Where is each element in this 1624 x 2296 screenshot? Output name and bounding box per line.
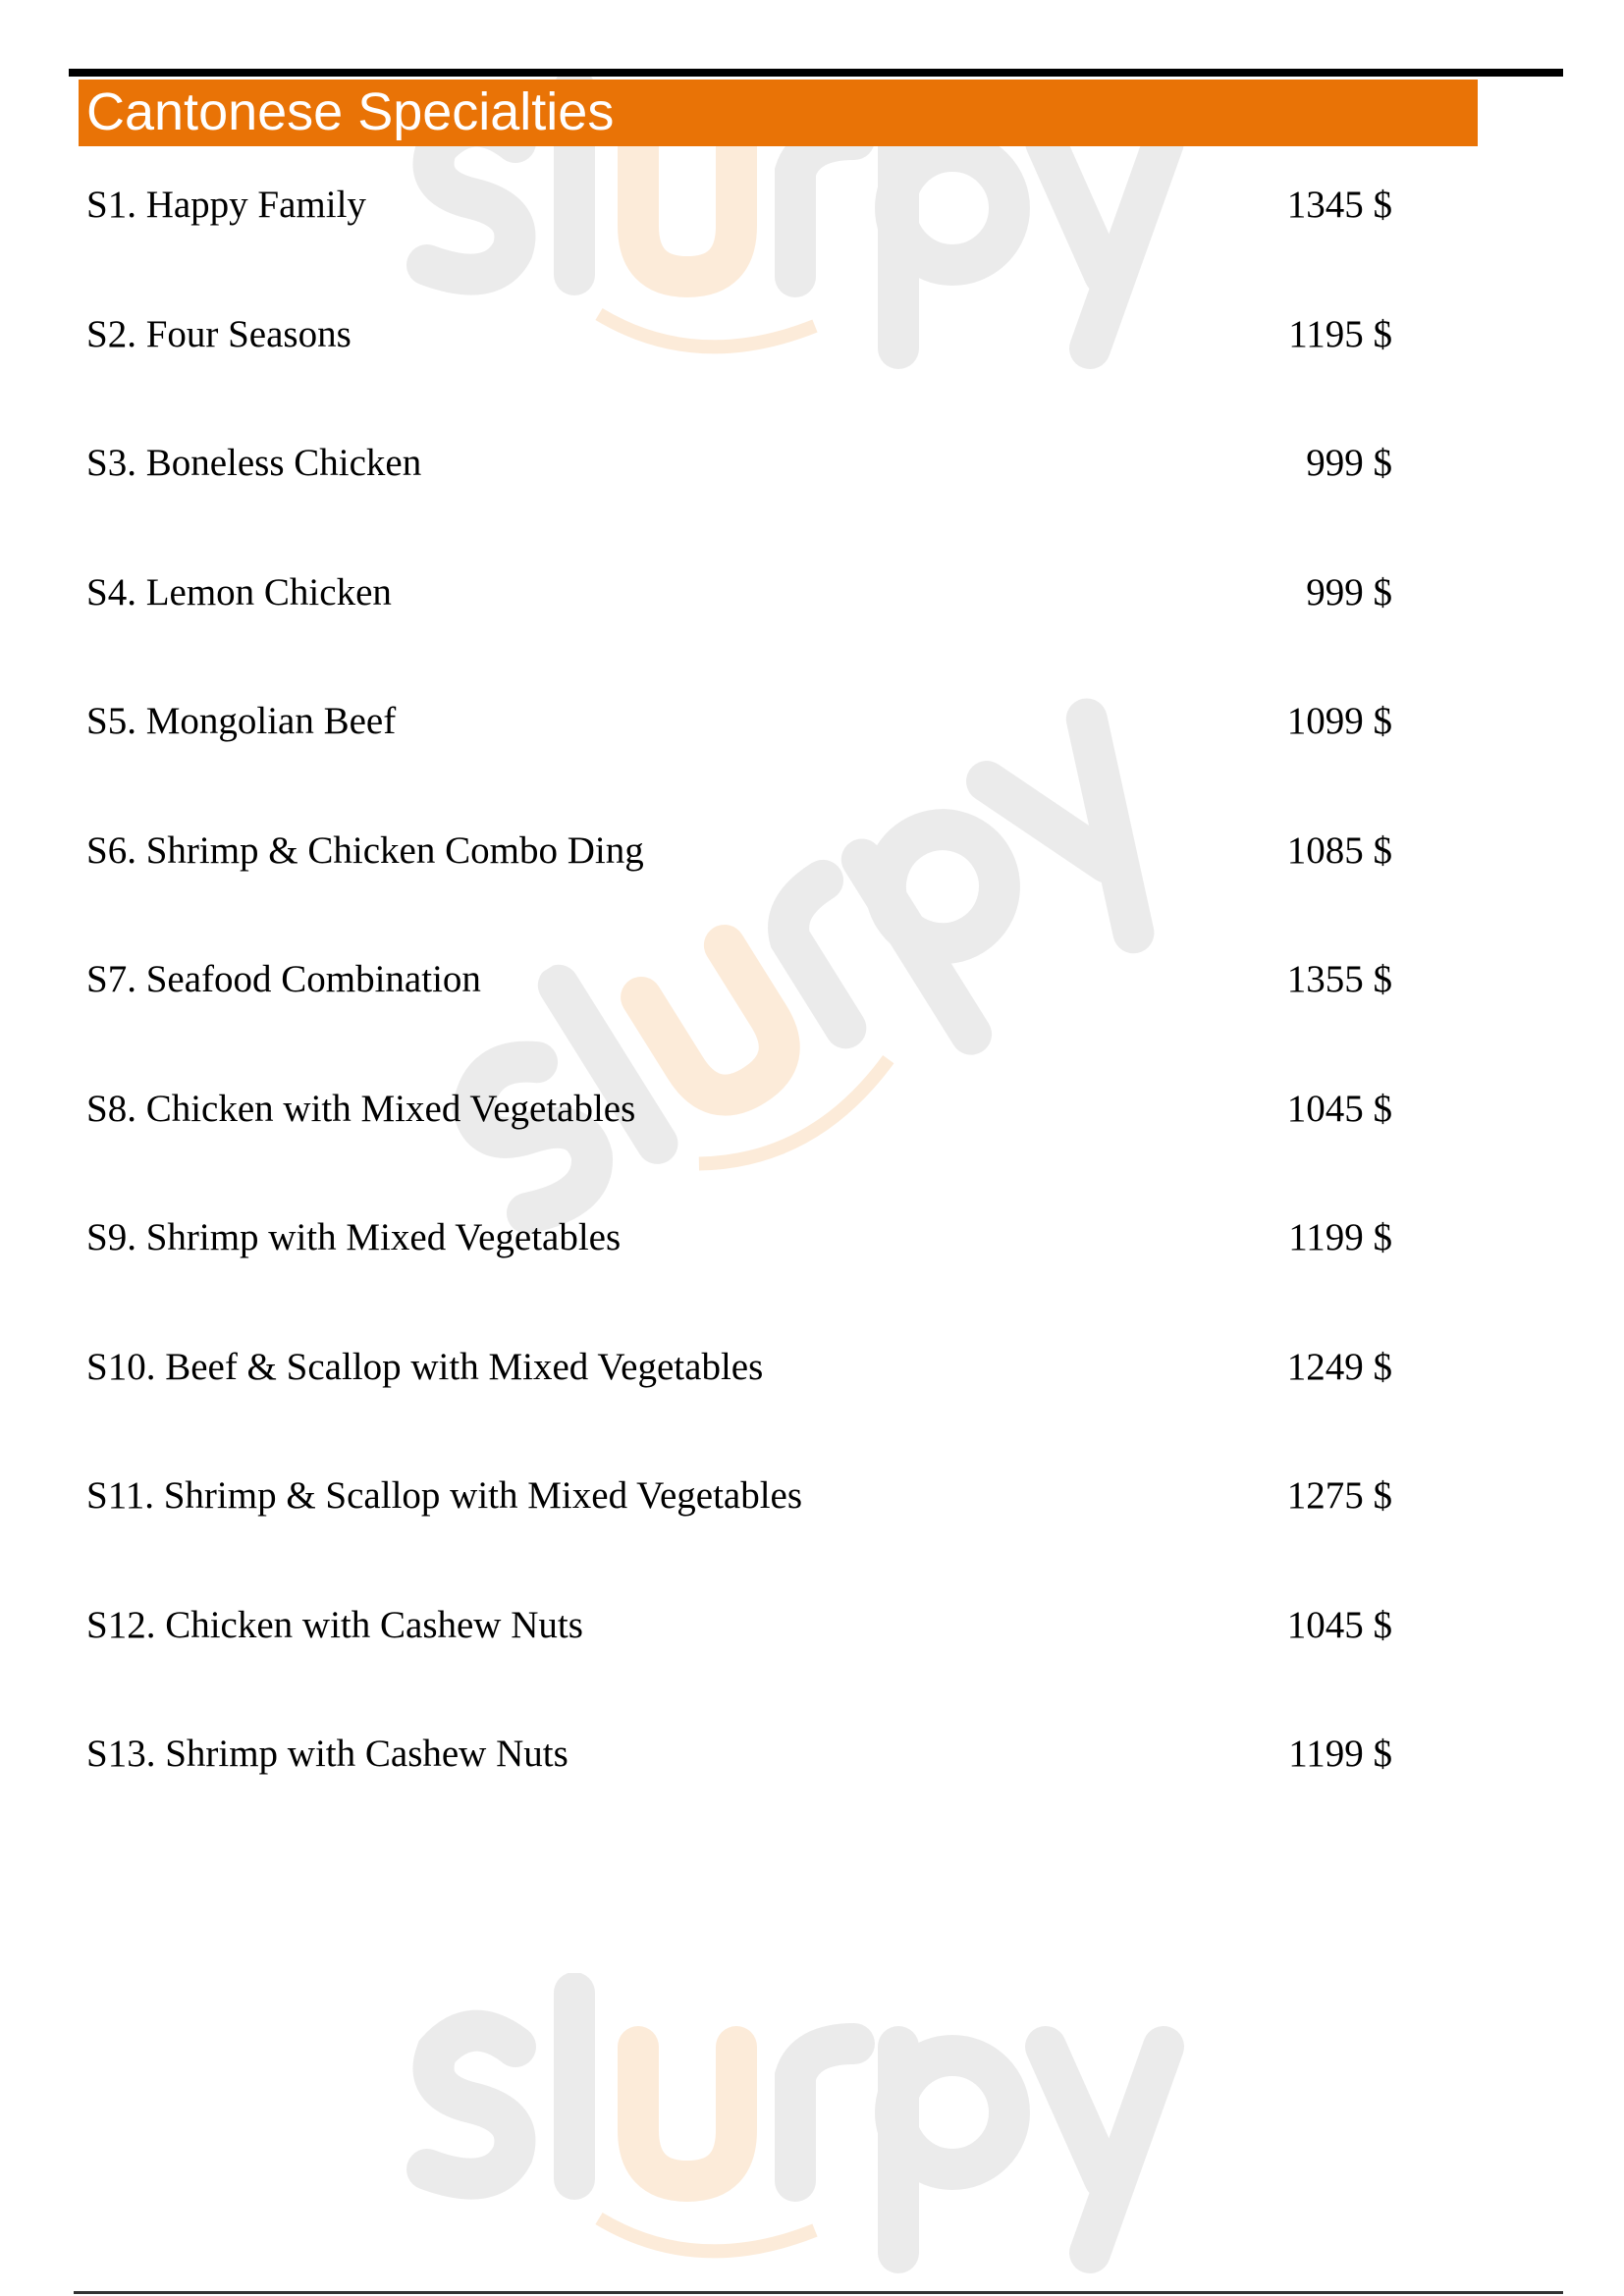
menu-item xyxy=(86,1732,1392,1781)
menu-item-name: S3. Boneless Chicken xyxy=(86,442,422,484)
menu-item-price: 999 $ xyxy=(1306,570,1392,614)
menu-item-name: S6. Shrimp & Chicken Combo Ding xyxy=(86,828,644,872)
top-rule xyxy=(69,69,1563,77)
menu-item xyxy=(86,570,1392,619)
menu-item-price: 1355 $ xyxy=(1286,958,1392,1000)
menu-item-price: 1199 $ xyxy=(1288,1733,1392,1775)
menu-item-price: 1195 $ xyxy=(1288,312,1392,355)
menu-item xyxy=(86,1603,1392,1652)
menu-item-name: S12. Chicken with Cashew Nuts xyxy=(86,1603,583,1646)
menu-item-name: S9. Shrimp with Mixed Vegetables xyxy=(86,1216,622,1258)
menu-item-price: 1199 $ xyxy=(1288,1216,1392,1258)
menu-item-price: 1275 $ xyxy=(1286,1474,1392,1517)
menu-item xyxy=(86,957,1392,1006)
menu-item-name: S1. Happy Family xyxy=(86,184,366,226)
menu-item-price: 999 $ xyxy=(1306,442,1392,484)
menu-item xyxy=(86,1087,1392,1136)
menu-item-name: S7. Seafood Combination xyxy=(86,958,481,1000)
section-header xyxy=(79,80,1478,146)
menu-item xyxy=(86,1215,1392,1264)
menu-item-price: 1099 $ xyxy=(1286,700,1392,742)
menu-item xyxy=(86,1345,1392,1394)
menu-item xyxy=(86,312,1392,361)
menu-item xyxy=(86,441,1392,490)
menu-item-price: 1345 $ xyxy=(1286,184,1392,226)
menu-item-name: S8. Chicken with Mixed Vegetables xyxy=(86,1087,636,1130)
menu-item xyxy=(86,828,1392,878)
menu-item xyxy=(86,1473,1392,1522)
menu-item-name: S5. Mongolian Beef xyxy=(86,700,397,742)
slurpy-watermark-logo xyxy=(403,1973,1237,2287)
menu-item xyxy=(86,699,1392,748)
menu-item-name: S13. Shrimp with Cashew Nuts xyxy=(86,1733,568,1775)
menu-item xyxy=(86,183,1392,232)
section-title: Cantonese Specialties xyxy=(86,82,615,141)
menu-item-name: S11. Shrimp & Scallop with Mixed Vegetables xyxy=(86,1474,803,1517)
menu-item-price: 1045 $ xyxy=(1286,1087,1392,1130)
menu-item-price: 1085 $ xyxy=(1286,828,1392,872)
menu-item-price: 1045 $ xyxy=(1286,1603,1392,1646)
menu-item-name: S4. Lemon Chicken xyxy=(86,570,392,614)
menu-item-price: 1249 $ xyxy=(1286,1345,1392,1388)
bottom-rule xyxy=(74,2291,1563,2294)
menu-item-name: S2. Four Seasons xyxy=(86,312,352,355)
menu-item-name: S10. Beef & Scallop with Mixed Vegetables xyxy=(86,1345,764,1388)
